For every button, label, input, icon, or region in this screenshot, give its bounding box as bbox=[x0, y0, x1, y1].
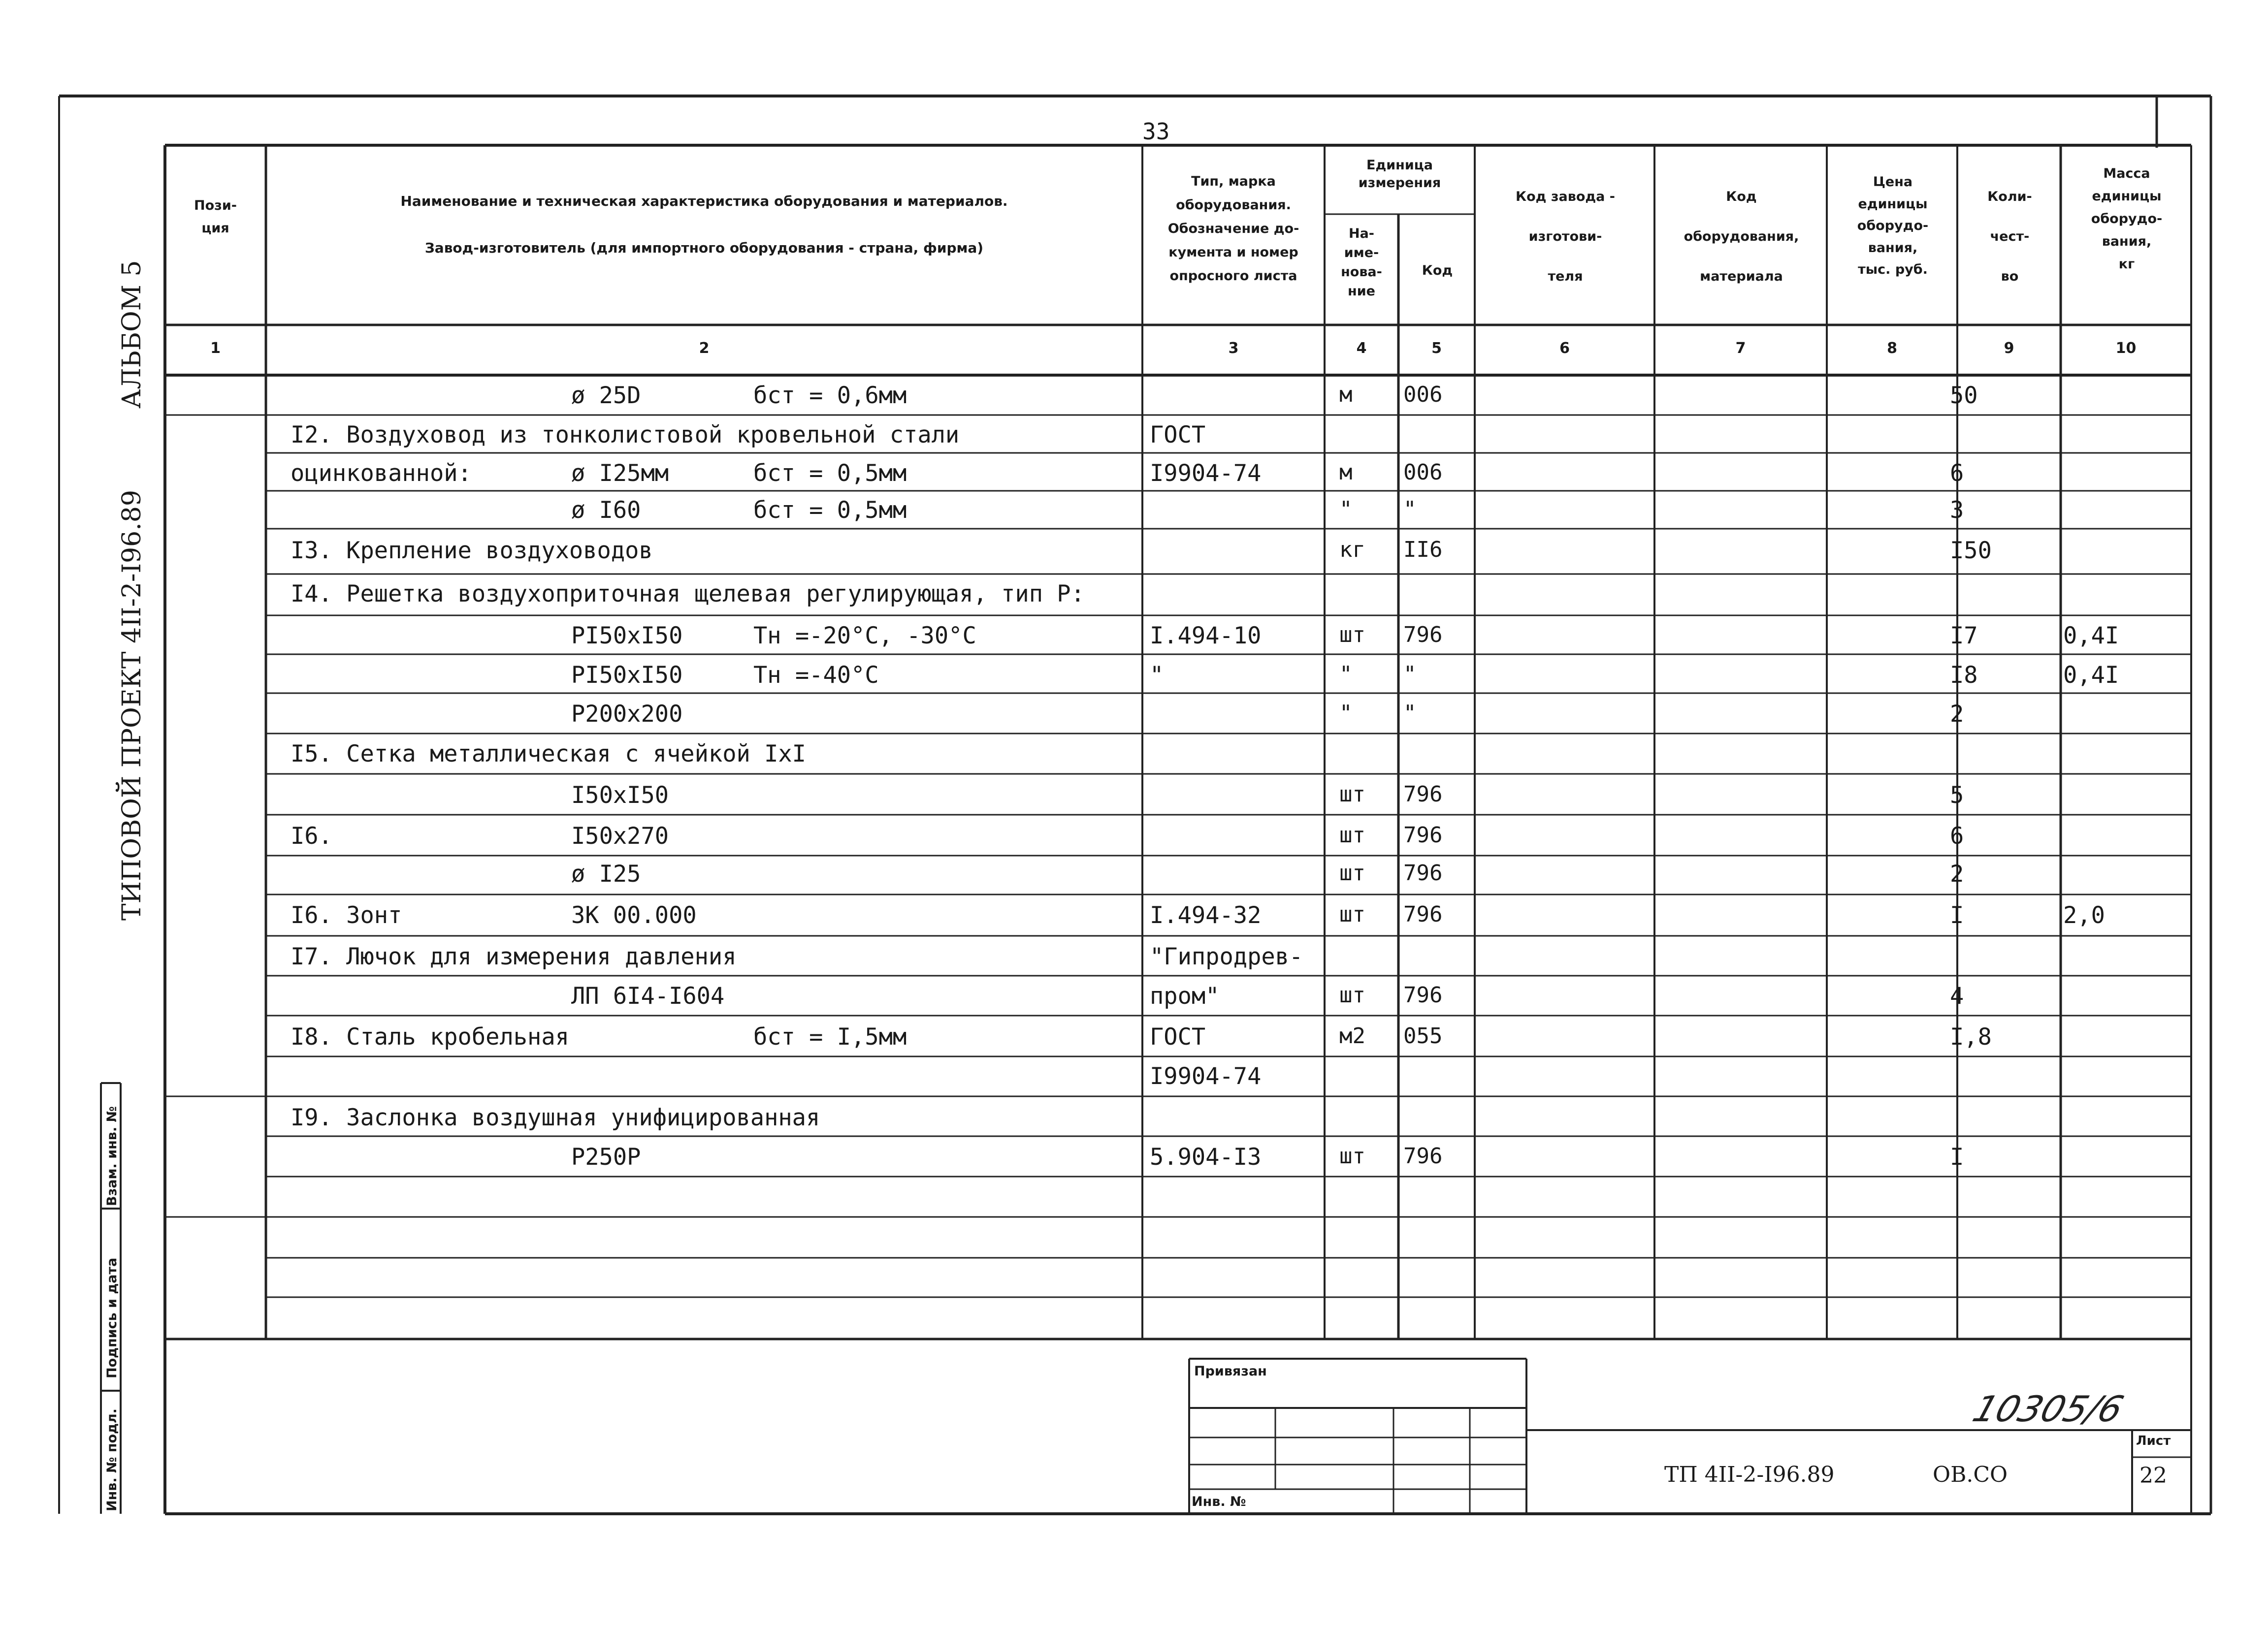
stamp-vzam: Взам. инв. № bbox=[104, 1106, 120, 1206]
stamp-doc-code: ТП 4II-2-I96.89 bbox=[1664, 1462, 1835, 1487]
col-number-7: 7 bbox=[1735, 340, 1746, 357]
stamp-list-label: Лист bbox=[2136, 1434, 2171, 1448]
page-number: 33 bbox=[1142, 118, 1170, 145]
row-code: II6 bbox=[1403, 537, 1443, 562]
row-quantity: 5 bbox=[1950, 782, 1964, 809]
row-quantity: I bbox=[1950, 902, 1964, 929]
header-mass: Масса единицы оборудо- вания, кг bbox=[2091, 166, 2163, 272]
row-code: 796 bbox=[1403, 782, 1443, 807]
row-type: ГОСТ bbox=[1150, 421, 1206, 448]
row-name-detail: ЛП 6I4-I604 bbox=[571, 983, 725, 1010]
row-code: " bbox=[1403, 701, 1417, 726]
row-quantity: 4 bbox=[1950, 983, 1964, 1010]
row-code: " bbox=[1403, 662, 1417, 687]
col-number-2: 2 bbox=[699, 340, 710, 357]
header-quantity: Коли- чест- во bbox=[1987, 189, 2032, 284]
row-name-detail: РI50xI50 bbox=[571, 662, 683, 689]
col-number-5: 5 bbox=[1431, 340, 1442, 357]
row-name-detail: ЗК 00.000 bbox=[571, 902, 697, 929]
row-quantity: 6 bbox=[1950, 460, 1964, 487]
stamp-podpis: Подпись и дата bbox=[104, 1257, 120, 1378]
row-name-spec: Тн =-40°С bbox=[753, 662, 879, 689]
col-number-3: 3 bbox=[1228, 340, 1239, 357]
header-type: Тип, марка оборудования. Обозначение до- кумента и номер опросного листа bbox=[1167, 174, 1299, 284]
handwritten-number: 10305/6 bbox=[1968, 1388, 2129, 1430]
row-unit: шт bbox=[1339, 861, 1365, 886]
row-unit: шт bbox=[1339, 983, 1365, 1008]
row-unit: м bbox=[1339, 382, 1353, 407]
row-name: I2. Воздуховод из тонколистовой кровельной стали bbox=[291, 421, 960, 448]
row-type: I9904-74 bbox=[1150, 460, 1262, 487]
row-unit: " bbox=[1339, 497, 1353, 522]
row-name: I5. Сетка металлическая с ячейкой IxI bbox=[291, 740, 806, 767]
row-name-detail: ø I60 bbox=[571, 497, 641, 524]
row-unit: м2 bbox=[1339, 1023, 1365, 1049]
row-unit: шт bbox=[1339, 823, 1365, 848]
header-name: Наименование и техническая характеристика оборудования и материалов. Завод-изготовитель (для импортного оборудования - страна, фирма) bbox=[400, 193, 1008, 256]
row-type: " bbox=[1150, 662, 1164, 689]
row-mass: 2,0 bbox=[2063, 902, 2105, 929]
row-unit: шт bbox=[1339, 622, 1365, 647]
row-quantity: I,8 bbox=[1950, 1023, 1992, 1051]
row-code: 796 bbox=[1403, 1144, 1443, 1169]
row-code: 796 bbox=[1403, 622, 1443, 647]
col-number-6: 6 bbox=[1559, 340, 1570, 357]
row-type: пром" bbox=[1150, 983, 1220, 1010]
row-name-detail: I50xI50 bbox=[571, 782, 669, 809]
row-name-spec: бст = 0,5мм bbox=[753, 497, 907, 524]
row-unit: " bbox=[1339, 662, 1353, 687]
row-unit: м bbox=[1339, 460, 1353, 485]
row-name-spec: бст = 0,5мм bbox=[753, 460, 907, 487]
col-number-8: 8 bbox=[1887, 340, 1897, 357]
row-code: 006 bbox=[1403, 460, 1443, 485]
row-code: 796 bbox=[1403, 983, 1443, 1008]
row-type: ГОСТ bbox=[1150, 1023, 1206, 1051]
row-code: 006 bbox=[1403, 382, 1443, 407]
col-number-10: 10 bbox=[2115, 340, 2137, 357]
row-name: оцинкованной: bbox=[291, 460, 472, 487]
row-name: I9. Заслонка воздушная унифицированная bbox=[291, 1104, 820, 1131]
row-unit: шт bbox=[1339, 1144, 1365, 1169]
row-name-detail: Р200x200 bbox=[571, 701, 683, 728]
row-code: 055 bbox=[1403, 1023, 1443, 1049]
row-name-spec: бст = 0,6мм bbox=[753, 382, 907, 409]
row-type: "Гипродрев- bbox=[1150, 943, 1303, 970]
row-unit: " bbox=[1339, 701, 1353, 726]
row-mass: 0,4I bbox=[2063, 622, 2119, 649]
row-name-detail: Р250Р bbox=[571, 1144, 641, 1171]
row-name: I6. Зонт bbox=[291, 902, 402, 929]
row-code: 796 bbox=[1403, 861, 1443, 886]
row-unit: кг bbox=[1339, 537, 1365, 562]
row-name: I7. Лючок для измерения давления bbox=[291, 943, 737, 970]
row-type: I9904-74 bbox=[1150, 1063, 1262, 1090]
header-unit-name: На- име- нова- ние bbox=[1341, 226, 1382, 299]
album-caption: АЛЬБОМ 5 bbox=[117, 260, 147, 409]
row-name-spec: Тн =-20°С, -30°С bbox=[753, 622, 976, 649]
header-unit-group: Единица измерения bbox=[1358, 158, 1441, 191]
row-name-detail: ø I25мм bbox=[571, 460, 669, 487]
row-quantity: I bbox=[1950, 1144, 1964, 1171]
stamp-inv-no: Инв. № bbox=[1192, 1494, 1246, 1509]
row-mass: 0,4I bbox=[2063, 662, 2119, 689]
row-name: I6. bbox=[291, 823, 332, 850]
col-number-1: 1 bbox=[210, 340, 221, 357]
row-code: 796 bbox=[1403, 823, 1443, 848]
row-name-detail: ø I25 bbox=[571, 861, 641, 888]
stamp-sheet-code: ОВ.СО bbox=[1933, 1462, 2008, 1487]
row-name: I8. Сталь кробельная bbox=[291, 1023, 569, 1051]
row-type: 5.904-I3 bbox=[1150, 1144, 1262, 1171]
row-quantity: I50 bbox=[1950, 537, 1992, 564]
header-factory-code: Код завода - изготови- теля bbox=[1516, 189, 1615, 284]
header-unit-code: Код bbox=[1422, 263, 1453, 278]
row-unit: шт bbox=[1339, 902, 1365, 927]
row-name: I4. Решетка воздухоприточная щелевая регулирующая, тип Р: bbox=[291, 580, 1085, 607]
stamp-list-number: 22 bbox=[2139, 1463, 2167, 1488]
row-name-detail: ø 25D bbox=[571, 382, 641, 409]
row-quantity: I8 bbox=[1950, 662, 1978, 689]
row-quantity: 6 bbox=[1950, 823, 1964, 850]
header-price: Цена единицы оборудо- вания, тыс. руб. bbox=[1857, 174, 1929, 278]
row-code: " bbox=[1403, 497, 1417, 522]
col-number-4: 4 bbox=[1356, 340, 1367, 357]
row-quantity: I7 bbox=[1950, 622, 1978, 649]
row-name-spec: бст = I,5мм bbox=[753, 1023, 907, 1051]
row-name-detail: РI50xI50 bbox=[571, 622, 683, 649]
row-quantity: 2 bbox=[1950, 701, 1964, 728]
row-code: 796 bbox=[1403, 902, 1443, 927]
row-unit: шт bbox=[1339, 782, 1365, 807]
row-quantity: 3 bbox=[1950, 497, 1964, 524]
project-caption: ТИПОВОЙ ПРОЕКТ 4II-2-I96.89 bbox=[117, 490, 147, 921]
stamp-inv-podl: Инв. № подл. bbox=[104, 1408, 120, 1511]
row-quantity: 2 bbox=[1950, 861, 1964, 888]
stamp-privyazan: Привязан bbox=[1194, 1364, 1267, 1379]
row-quantity: 50 bbox=[1950, 382, 1978, 409]
header-position: Пози- ция bbox=[194, 198, 237, 236]
row-name-detail: I50x270 bbox=[571, 823, 669, 850]
col-number-9: 9 bbox=[2004, 340, 2014, 357]
header-equipment-code: Код оборудования, материала bbox=[1684, 189, 1799, 284]
row-type: I.494-10 bbox=[1150, 622, 1262, 649]
row-type: I.494-32 bbox=[1150, 902, 1262, 929]
row-name: I3. Крепление воздуховодов bbox=[291, 537, 653, 564]
